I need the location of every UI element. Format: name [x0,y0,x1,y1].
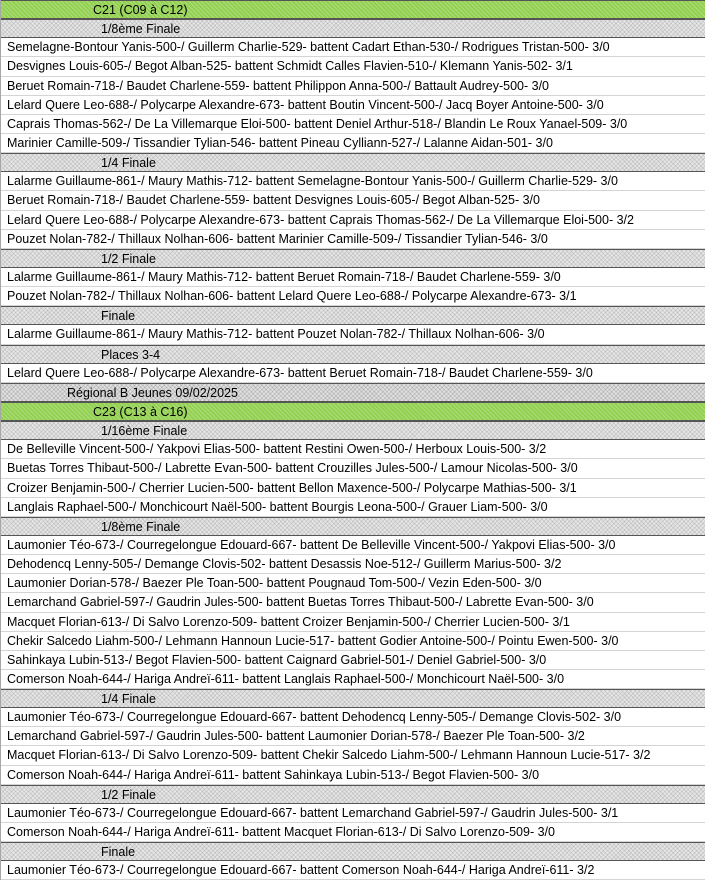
match-result [1,230,705,249]
match-result [1,364,705,383]
match-result-text: Comerson Noah-644-/ Hariga Andreï-611- battent Langlais Raphael-500-/ Monchicourt Naël-500- 3/0 [7,671,565,686]
match-result-text: Lelard Quere Leo-688-/ Polycarpe Alexandre-673- battent Beruet Romain-718-/ Baudet Charlene-559- 3/0 [7,365,593,380]
match-result-text: Lelard Quere Leo-688-/ Polycarpe Alexandre-673- battent Caprais Thomas-562-/ De La Villemarque Eloi-500- 3/2 [7,212,634,227]
match-result-text: Semelagne-Bontour Yanis-500-/ Guillerm Charlie-529- battent Cadart Ethan-530-/ Rodrigues Tristan-500- 3/0 [7,40,610,55]
category-header [1,0,705,19]
match-result-text: Comerson Noah-644-/ Hariga Andreï-611- battent Macquet Florian-613-/ Di Salvo Lorenzo-509- 3/0 [7,825,555,840]
match-result [1,77,705,96]
match-result [1,325,705,344]
match-result-text: Lalarme Guillaume-861-/ Maury Mathis-712- battent Beruet Romain-718-/ Baudet Charlene-559- 3/0 [7,269,561,284]
match-result-text: Macquet Florian-613-/ Di Salvo Lorenzo-509- battent Chekir Salcedo Liahm-500-/ Lehmann Hannoun Lucie-517- 3/2 [7,748,651,763]
round-header-text: 1/2 Finale [101,251,156,266]
match-result [1,574,705,593]
match-result-text: Pouzet Nolan-782-/ Thillaux Nolhan-606- battent Lelard Quere Leo-688-/ Polycarpe Alexandre-673- 3/1 [7,289,577,304]
match-result-text: Marinier Camille-509-/ Tissandier Tylian-546- battent Pineau Cylliann-527-/ Lalanne Aidan-501- 3/0 [7,135,553,150]
match-result-text: Dehodencq Lenny-505-/ Demange Clovis-502- battent Desassis Noe-512-/ Guillerm Marius-500- 3/2 [7,557,562,572]
round-header-text: Places 3-4 [101,347,161,362]
match-result [1,670,705,689]
match-result [1,613,705,632]
match-result [1,593,705,612]
match-result [1,727,705,746]
match-result-text: Comerson Noah-644-/ Hariga Andreï-611- battent Sahinkaya Lubin-513-/ Begot Flavien-500- 3/0 [7,767,540,782]
match-result [1,172,705,191]
match-result-text: Laumonier Téo-673-/ Courregelongue Edouard-667- battent De Belleville Vincent-500-/ Yakpovi Elias-500- 3/0 [7,537,616,552]
round-header-text: Finale [101,845,136,860]
match-result-text: Lalarme Guillaume-861-/ Maury Mathis-712- battent Semelagne-Bontour Yanis-500-/ Guillerm Charlie-529- 3/0 [7,174,618,189]
match-result-text: Croizer Benjamin-500-/ Cherrier Lucien-500- battent Bellon Maxence-500-/ Polycarpe Mathias-500- 3/1 [7,480,577,495]
match-result [1,708,705,727]
match-result [1,268,705,287]
round-header [1,249,705,268]
match-result-text: Macquet Florian-613-/ Di Salvo Lorenzo-509- battent Croizer Benjamin-500-/ Cherrier Lucien-500- 3/1 [7,614,570,629]
match-result-text: Lemarchand Gabriel-597-/ Gaudrin Jules-500- battent Buetas Torres Thibaut-500-/ Labrette Evan-500- 3/0 [7,595,594,610]
round-header-text: 1/4 Finale [101,692,156,707]
match-result-text: Beruet Romain-718-/ Baudet Charlene-559- battent Desvignes Louis-605-/ Begot Alban-525- 3/0 [7,193,540,208]
match-result [1,746,705,765]
match-result-text: Sahinkaya Lubin-513-/ Begot Flavien-500- battent Caignard Gabriel-501-/ Deniel Gabriel-500- 3/0 [7,652,547,667]
match-result-text: Pouzet Nolan-782-/ Thillaux Nolhan-606- battent Marinier Camille-509-/ Tissandier Tylian-546- 3/0 [7,231,548,246]
category-header [1,402,705,421]
match-result-text: Laumonier Téo-673-/ Courregelongue Edouard-667- battent Comerson Noah-644-/ Hariga Andreï-611- 3/2 [7,863,595,878]
round-header [1,689,705,708]
round-header-text: 1/8ème Finale [101,519,181,534]
match-result-text: Buetas Torres Thibaut-500-/ Labrette Evan-500- battent Crouzilles Jules-500-/ Lamour Nicolas-500- 3/0 [7,461,578,476]
match-result [1,632,705,651]
round-header [1,842,705,861]
match-result-text: Laumonier Téo-673-/ Courregelongue Edouard-667- battent Lemarchand Gabriel-597-/ Gaudrin Jules-500- 3/1 [7,805,619,820]
match-result [1,287,705,306]
category-header-text: C21 (C09 à C12) [93,3,188,17]
match-result-text: Caprais Thomas-562-/ De La Villemarque Eloi-500- battent Deniel Arthur-518-/ Blandin Le Roux Yanael-509- 3/0 [7,116,628,131]
category-header-text: C23 (C13 à C16) [93,404,188,419]
round-header-text: Finale [101,309,136,324]
match-result [1,115,705,134]
match-result-text: Langlais Raphael-500-/ Monchicourt Naël-500- battent Bourgis Leona-500-/ Grauer Liam-500- 3/0 [7,499,548,514]
match-result [1,823,705,842]
match-result-text: Beruet Romain-718-/ Baudet Charlene-559- battent Philippon Anna-500-/ Battault Audrey-500- 3/0 [7,78,550,93]
match-result [1,211,705,230]
round-header-text: 1/8ème Finale [101,22,181,37]
match-result [1,134,705,153]
match-result-text: Lemarchand Gabriel-597-/ Gaudrin Jules-500- battent Laumonier Dorian-578-/ Baezer Ple Toan-500- 3/2 [7,729,585,744]
match-result [1,38,705,57]
match-result [1,861,705,880]
round-header [1,345,705,364]
match-result [1,96,705,115]
match-result [1,651,705,670]
round-header [1,306,705,325]
match-result [1,498,705,517]
match-result-text: Laumonier Téo-673-/ Courregelongue Edouard-667- battent Dehodencq Lenny-505-/ Demange Clovis-502- 3/0 [7,710,622,725]
round-header-text: 1/2 Finale [101,787,156,802]
match-result-text: De Belleville Vincent-500-/ Yakpovi Elias-500- battent Restini Owen-500-/ Herboux Louis-500- 3/2 [7,442,547,457]
match-result [1,766,705,785]
event-header [1,383,705,402]
match-result [1,555,705,574]
round-header [1,19,705,38]
match-result [1,804,705,823]
match-result [1,459,705,478]
match-result-text: Lalarme Guillaume-861-/ Maury Mathis-712- battent Pouzet Nolan-782-/ Thillaux Nolhan-606- 3/0 [7,327,545,342]
event-header-text: Régional B Jeunes 09/02/2025 [67,385,238,400]
round-header [1,785,705,804]
round-header [1,517,705,536]
match-result-text: Chekir Salcedo Liahm-500-/ Lehmann Hannoun Lucie-517- battent Godier Antoine-500-/ Pointu Ewen-500- 3/0 [7,633,619,648]
match-result [1,536,705,555]
match-result-text: Lelard Quere Leo-688-/ Polycarpe Alexandre-673- battent Boutin Vincent-500-/ Jacq Boyer Antoine-500- 3/0 [7,97,604,112]
round-header-text: 1/4 Finale [101,156,156,171]
match-result-text: Laumonier Dorian-578-/ Baezer Ple Toan-500- battent Pougnaud Tom-500-/ Vezin Eden-500- 3/0 [7,576,542,591]
round-header [1,421,705,440]
round-header [1,153,705,172]
match-result [1,57,705,76]
round-header-text: 1/16ème Finale [101,424,188,439]
match-result [1,440,705,459]
match-result [1,479,705,498]
match-result-text: Desvignes Louis-605-/ Begot Alban-525- battent Schmidt Calles Flavien-510-/ Klemann Yanis-502- 3/1 [7,59,573,74]
match-result [1,191,705,210]
